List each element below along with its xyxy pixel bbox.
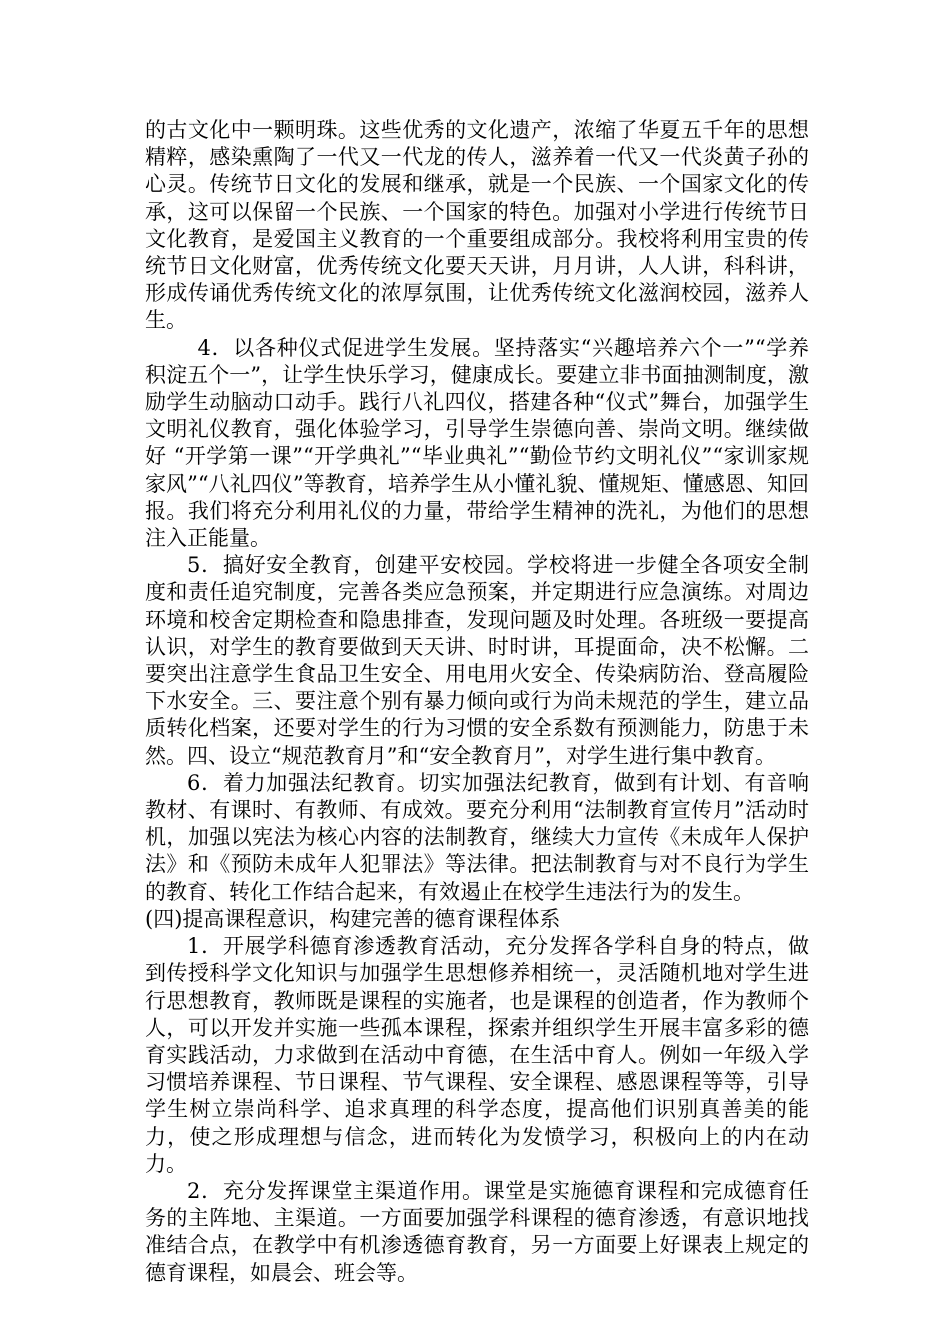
paragraph-item-4: 4．以各种仪式促进学生发展。坚持落实“兴趣培养六个一”“学养积淀五个一”，让学生快乐学习，健康成长。要建立非书面抽测制度，激励学生动脑动口动手。践行八礼四仪，搭建各种“仪式”舞台，加强学生文明礼仪教育，强化体验学习，引导学生崇德向善、崇尚文明。继续做好 “开学第一课”“开学典礼”“毕业典礼”“勤俭节约文明礼仪”“家训家规家风”“八礼四仪”等教育，培养学生从小懂礼貌、懂规矩、懂感恩、知回报。我们将充分利用礼仪的力量，带给学生精神的洗礼，为他们的思想注入正能量。 bbox=[145, 335, 809, 551]
section-heading: (四)提高课程意识，构建完善的德育课程体系 bbox=[145, 906, 561, 931]
paragraph-item-1: 1．开展学科德育渗透教育活动，充分发挥各学科自身的特点，做到传授科学文化知识与加强学生思想修养相统一，灵活随机地对学生进行思想教育，教师既是课程的实施者，也是课程的创造者，作为教师个人，可以开发并实施一些孤本课程，探索并组织学生开展丰富多彩的德育实践活动，力求做到在活动中育德，在生活中育人。例如一年级入学习惯培养课程、节日课程、节气课程、安全课程、感恩课程等等，引导学生树立崇尚科学、追求真理的科学态度，提高他们识别真善美的能力，使之形成理想与信念，进而转化为发愤学习，积极向上的内在动力。 bbox=[145, 934, 809, 1176]
paragraph-item-6: 6．着力加强法纪教育。切实加强法纪教育，做到有计划、有音响教材、有课时、有教师、有成效。要充分利用“法制教育宣传月”活动时机，加强以宪法为核心内容的法制教育，继续大力宣传《未成年人保护法》和《预防未成年人犯罪法》等法律。把法制教育与对不良行为学生的教育、转化工作结合起来，有效遏止在校学生违法行为的发生。 bbox=[145, 770, 809, 904]
paragraph-continuation: 的古文化中一颗明珠。这些优秀的文化遗产，浓缩了华夏五千年的思想精粹，感染熏陶了一代又一代龙的传人，滋养着一代又一代炎黄子孙的心灵。传统节日文化的发展和继承，就是一个民族、一个国家文化的传承，这可以保留一个民族、一个国家的特色。加强对小学进行传统节日文化教育，是爱国主义教育的一个重要组成部分。我校将利用宝贵的传统节日文化财富，优秀传统文化要天天讲，月月讲，人人讲，科科讲，形成传诵优秀传统文化的浓厚氛围，让优秀传统文化滋润校园，滋养人生。 bbox=[145, 118, 809, 333]
document-body bbox=[145, 117, 809, 1287]
paragraph-item-5: 5．搞好安全教育，创建平安校园。学校将进一步健全各项安全制度和责任追究制度，完善各类应急预案，并定期进行应急演练。对周边环境和校舍定期检查和隐患排查，发现问题及时处理。各班级一要提高认识，对学生的教育要做到天天讲、时时讲，耳提面命，决不松懈。二要突出注意学生食品卫生安全、用电用火安全、传染病防治、登高履险下水安全。三、要注意个别有暴力倾向或行为尚未规范的学生，建立品质转化档案，还要对学生的行为习惯的安全系数有预测能力，防患于未然。四、设立“规范教育月”和“安全教育月”，对学生进行集中教育。 bbox=[145, 553, 809, 768]
paragraph-item-2: 2．充分发挥课堂主渠道作用。课堂是实施德育课程和完成德育任务的主阵地、主渠道。一方面要加强学科课程的德育渗透，有意识地找准结合点，在教学中有机渗透德育教育，另一方面要上好课表上规定的德育课程，如晨会、班会等。 bbox=[145, 1178, 809, 1285]
